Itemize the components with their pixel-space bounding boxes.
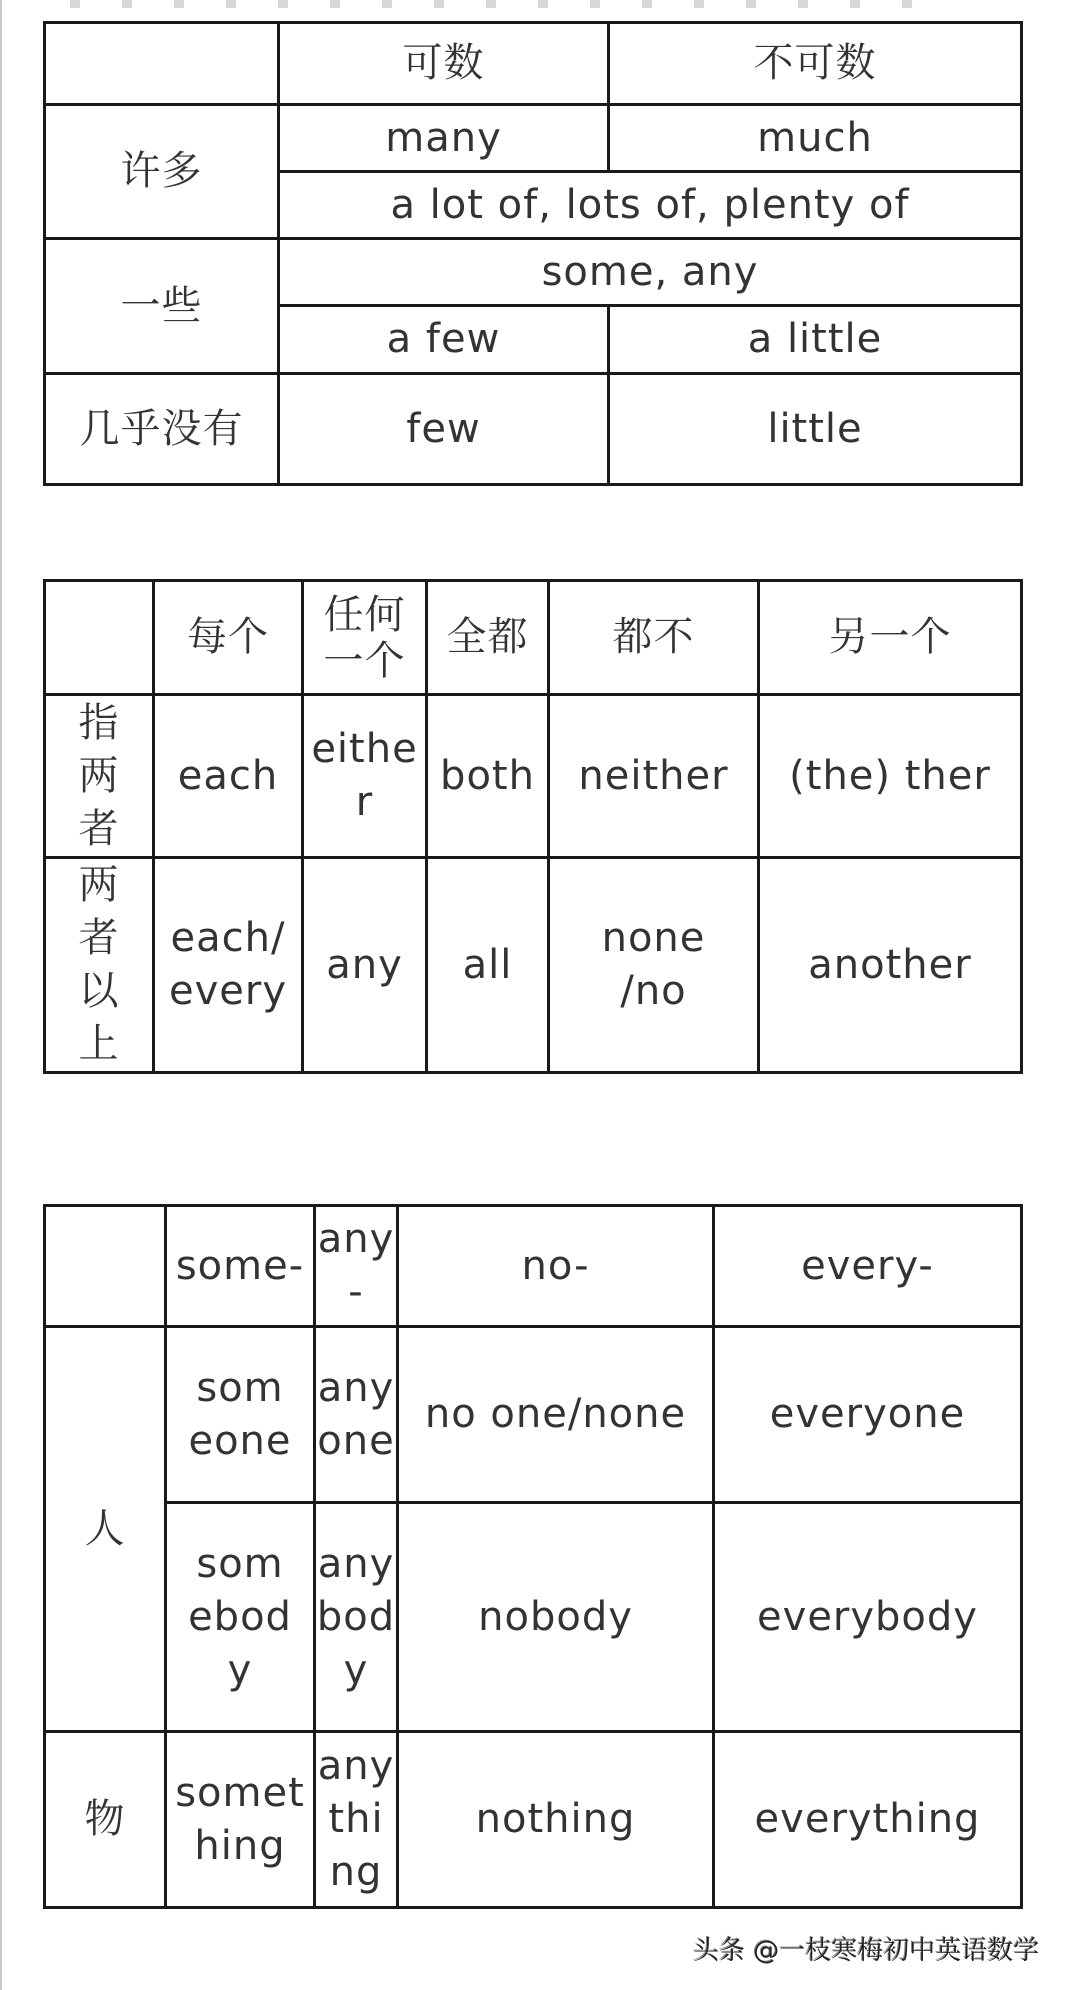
table-cell: either xyxy=(303,695,427,858)
table-cell: many xyxy=(279,105,609,172)
table-cell xyxy=(45,581,154,695)
header-all: 全都 xyxy=(427,581,549,695)
table-cell: little xyxy=(609,374,1022,485)
table-cell: anybody xyxy=(315,1503,398,1732)
table-row xyxy=(45,1732,1022,1908)
table-cell: each xyxy=(154,695,303,858)
table-cell: none /no xyxy=(549,858,759,1073)
table-row xyxy=(45,239,1022,306)
header-uncountable: 不可数 xyxy=(609,23,1022,105)
table-cell xyxy=(45,1206,166,1327)
header-every: every- xyxy=(714,1206,1022,1327)
table-cell: a little xyxy=(609,306,1022,374)
table-row xyxy=(45,1503,1022,1732)
source-watermark: 头条 @一枝寒梅初中英语数学 xyxy=(693,1936,1040,1966)
table-cell: another xyxy=(759,858,1022,1073)
table-cell: much xyxy=(609,105,1022,172)
row-label-person: 人 xyxy=(45,1327,166,1732)
row-label-many: 许多 xyxy=(45,105,279,239)
table-cell: everybody xyxy=(714,1503,1022,1732)
row-label-two: 指两者 xyxy=(45,695,154,858)
table-cell: both xyxy=(427,695,549,858)
table-row xyxy=(45,581,1022,695)
header-no: no- xyxy=(398,1206,714,1327)
row-label-few: 几乎没有 xyxy=(45,374,279,485)
table-cell: few xyxy=(279,374,609,485)
table-cell: a few xyxy=(279,306,609,374)
table-cell: somebody xyxy=(166,1503,315,1732)
table-row xyxy=(45,695,1022,858)
table-cell xyxy=(45,23,279,105)
table-row xyxy=(45,1327,1022,1503)
table-cell: neither xyxy=(549,695,759,858)
page-edge-divider xyxy=(0,0,2,1990)
header-some: some- xyxy=(166,1206,315,1327)
table-cell: anyone xyxy=(315,1327,398,1503)
table-cell: each/ every xyxy=(154,858,303,1073)
table-cell: (the) ther xyxy=(759,695,1022,858)
header-none: 都不 xyxy=(549,581,759,695)
header-another: 另一个 xyxy=(759,581,1022,695)
table-row xyxy=(45,374,1022,485)
header-each: 每个 xyxy=(154,581,303,695)
table-cell: a lot of, lots of, plenty of xyxy=(279,172,1022,239)
table-cell: someone xyxy=(166,1327,315,1503)
table-cell: all xyxy=(427,858,549,1073)
header-any: any- xyxy=(315,1206,398,1327)
compound-pronoun-table xyxy=(43,1204,1023,1909)
row-label-more-than-two: 两者以上 xyxy=(45,858,154,1073)
table-row xyxy=(45,105,1022,172)
table-cell: no one/none xyxy=(398,1327,714,1503)
table-cell: anything xyxy=(315,1732,398,1908)
header-any-one: 任何一个 xyxy=(303,581,427,695)
table-cell: something xyxy=(166,1732,315,1908)
table-row xyxy=(45,858,1022,1073)
distributive-table xyxy=(43,579,1023,1074)
table-row xyxy=(45,1206,1022,1327)
table-cell: everyone xyxy=(714,1327,1022,1503)
header-countable: 可数 xyxy=(279,23,609,105)
table-cell: nothing xyxy=(398,1732,714,1908)
table-cell: nobody xyxy=(398,1503,714,1732)
table-cell: any xyxy=(303,858,427,1073)
row-label-some: 一些 xyxy=(45,239,279,374)
quantity-table xyxy=(43,21,1023,486)
clipped-heading-text xyxy=(50,0,950,8)
table-cell: some, any xyxy=(279,239,1022,306)
table-row xyxy=(45,23,1022,105)
table-cell: everything xyxy=(714,1732,1022,1908)
row-label-thing: 物 xyxy=(45,1732,166,1908)
